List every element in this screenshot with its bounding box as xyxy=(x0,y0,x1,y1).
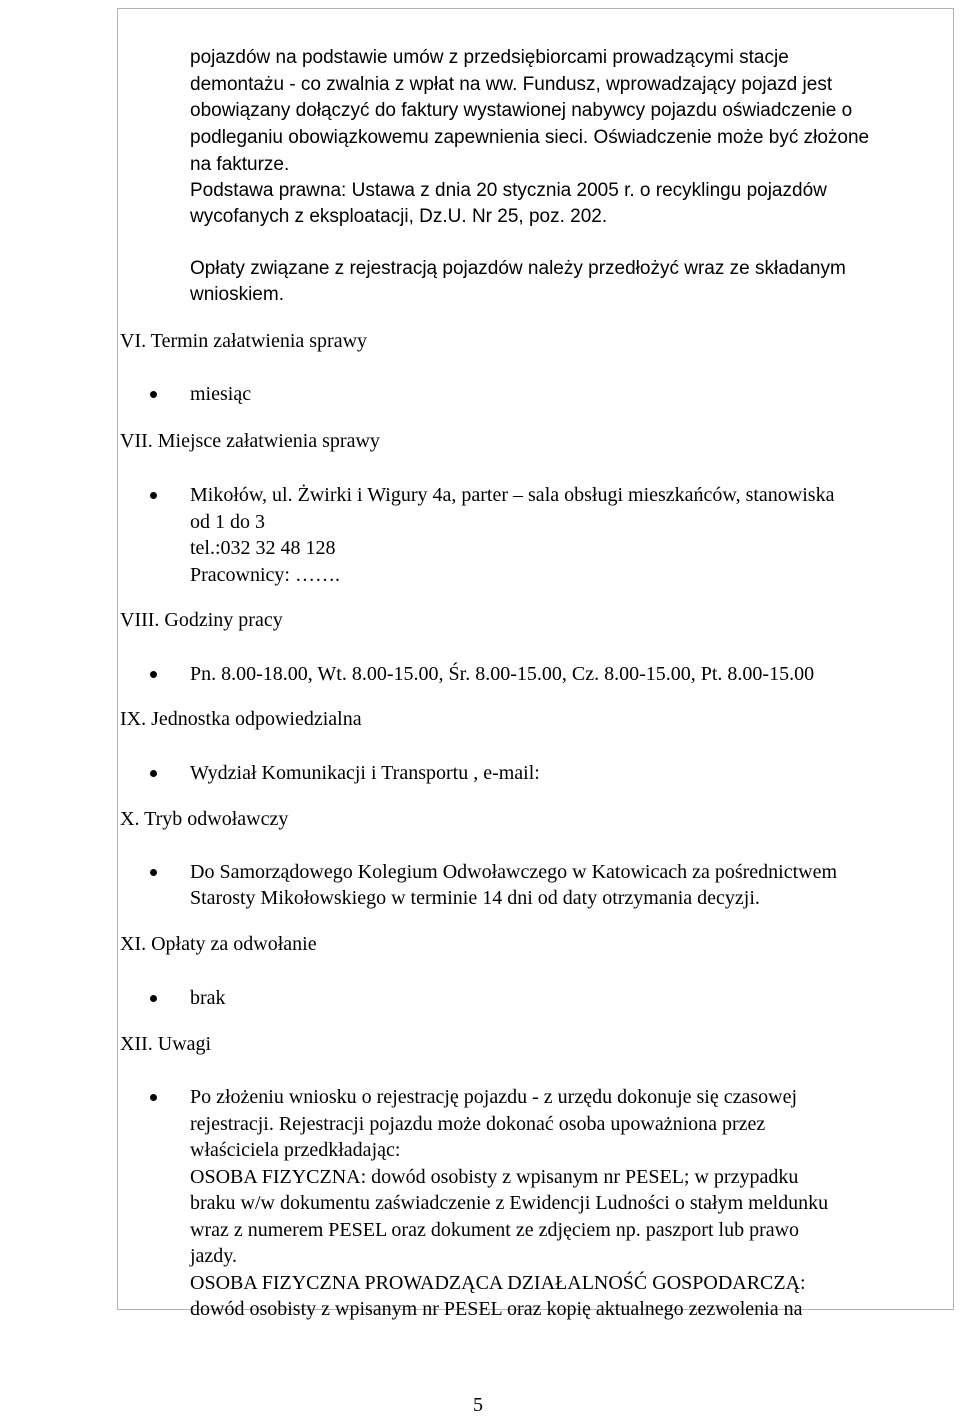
section-heading-vii: VII. Miejsce załatwienia sprawy xyxy=(120,430,380,452)
bullet-icon xyxy=(150,770,157,777)
section-heading-xi: XI. Opłaty za odwołanie xyxy=(120,933,317,955)
legal-basis-line: wycofanych z eksploatacji, Dz.U. Nr 25, poz. 202. xyxy=(190,206,608,227)
intro-line: na fakturze. xyxy=(190,154,290,175)
section-heading-viii: VIII. Godziny pracy xyxy=(120,609,283,631)
remarks-line: Po złożeniu wniosku o rejestrację pojazdu - z urzędu dokonuje się czasowej xyxy=(190,1086,798,1108)
remarks-line: jazdy. xyxy=(190,1245,238,1267)
page-number: 5 xyxy=(473,1394,483,1416)
intro-line: podleganiu obowiązkowemu zapewnienia sieci. Oświadczenie może być złożone xyxy=(190,127,870,148)
section-heading-x: X. Tryb odwoławczy xyxy=(120,808,289,830)
fees-line: wnioskiem. xyxy=(190,284,284,305)
processing-time: miesiąc xyxy=(190,383,252,405)
office-hours: Pn. 8.00-18.00, Wt. 8.00-15.00, Śr. 8.00-15.00, Cz. 8.00-15.00, Pt. 8.00-15.00 xyxy=(190,663,815,685)
appeal-line: Do Samorządowego Kolegium Odwoławczego w Katowicach za pośrednictwem xyxy=(190,861,838,883)
section-heading-vi: VI. Termin załatwienia sprawy xyxy=(120,330,368,352)
responsible-unit: Wydział Komunikacji i Transportu , e-mail: xyxy=(190,762,540,784)
location-line: od 1 do 3 xyxy=(190,511,265,533)
section-heading-xii: XII. Uwagi xyxy=(120,1033,212,1055)
bullet-icon xyxy=(150,1094,157,1101)
bullet-icon xyxy=(150,869,157,876)
bullet-icon xyxy=(150,995,157,1002)
bullet-icon xyxy=(150,492,157,499)
remarks-line: właściciela przedkładając: xyxy=(190,1139,401,1161)
remarks-line: rejestracji. Rejestracji pojazdu może dokonać osoba upoważniona przez xyxy=(190,1113,766,1135)
remarks-line: OSOBA FIZYCZNA PROWADZĄCA DZIAŁALNOŚĆ GOSPODARCZĄ: xyxy=(190,1272,806,1294)
intro-line: obowiązany dołączyć do faktury wystawionej nabywcy pojazdu oświadczenie o xyxy=(190,100,853,121)
remarks-line: OSOBA FIZYCZNA: dowód osobisty z wpisanym nr PESEL; w przypadku xyxy=(190,1166,799,1188)
appeal-fee: brak xyxy=(190,987,226,1009)
legal-basis-line: Podstawa prawna: Ustawa z dnia 20 stycznia 2005 r. o recyklingu pojazdów xyxy=(190,180,827,201)
section-heading-ix: IX. Jednostka odpowiedzialna xyxy=(120,708,362,730)
intro-line: pojazdów na podstawie umów z przedsiębiorcami prowadzącymi stacje xyxy=(190,47,789,68)
remarks-line: dowód osobisty z wpisanym nr PESEL oraz kopię aktualnego zezwolenia na xyxy=(190,1298,803,1320)
location-line: Mikołów, ul. Żwirki i Wigury 4a, parter – sala obsługi mieszkańców, stanowiska xyxy=(190,484,835,506)
appeal-line: Starosty Mikołowskiego w terminie 14 dni od daty otrzymania decyzji. xyxy=(190,887,760,909)
staff-line: Pracownicy: ……. xyxy=(190,564,340,586)
remarks-line: braku w/w dokumentu zaświadczenie z Ewidencji Ludności o stałym meldunku xyxy=(190,1192,829,1214)
bullet-icon xyxy=(150,391,157,398)
intro-line: demontażu - co zwalnia z wpłat na ww. Fundusz, wprowadzający pojazd jest xyxy=(190,74,833,95)
fees-line: Opłaty związane z rejestracją pojazdów należy przedłożyć wraz ze składanym xyxy=(190,258,846,279)
phone-line: tel.:032 32 48 128 xyxy=(190,537,336,559)
remarks-line: wraz z numerem PESEL oraz dokument ze zdjęciem np. paszport lub prawo xyxy=(190,1219,800,1241)
bullet-icon xyxy=(150,671,157,678)
